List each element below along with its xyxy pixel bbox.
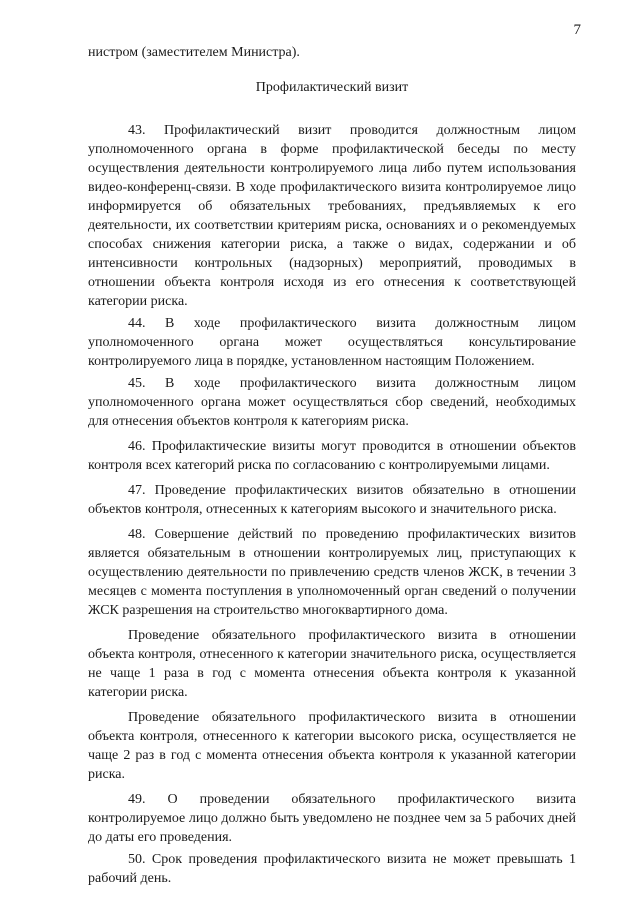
paragraph-47: 47. Проведение профилактических визитов обязательно в отношении объектов контроля, отнесенных к категориям высокого и значительного риска. (88, 483, 576, 517)
paragraph-49: 49. О проведении обязательного профилактического визита контролируемое лицо должно быть уведомлено не позднее чем за 5 рабочих дней до даты его проведения. (88, 792, 576, 845)
paragraph-48: 48. Совершение действий по проведению профилактических визитов является обязательным в отношении контролируемых лиц, приступающих к осуществлению деятельности по привлечению средств членов ЖСК, в течении 3 месяцев с момента поступления в уполномоченный орган сведений о получении ЖСК разрешения на строительство многоквартирного дома. (88, 527, 576, 618)
document-body (88, 43, 576, 888)
paragraph-43: 43. Профилактический визит проводится должностным лицом уполномоченного органа в форме профилактической беседы по месту осуществления деятельности контролируемого лица либо путем использования видео-конференц-связи. В ходе профилактического визита контролируемое лицо информируется об обязательных требованиях, предъявляемых к его деятельности, их соответствии критериям риска, основаниях и о рекомендуемых способах снижения категории риска, а также о видах, содержании и об интенсивности контрольных (надзорных) мероприятий, проводимых в отношении объекта контроля исходя из его отнесения к соответствующей категории риска. (88, 123, 576, 309)
paragraph-45: 45. В ходе профилактического визита должностным лицом уполномоченного органа может осуществляться сбор сведений, необходимых для отнесения объектов контроля к категориям риска. (88, 376, 576, 429)
paragraph-high-risk: Проведение обязательного профилактического визита в отношении объекта контроля, отнесенного к категории высокого риска, осуществляется не чаще 2 раз в год с момента отнесения объекта контроля к указанной категории риска. (88, 710, 576, 782)
section-heading: Профилактический визит (255, 80, 409, 95)
page-number: 7 (573, 22, 581, 38)
paragraph-50: 50. Срок проведения профилактического визита не может превышать 1 рабочий день. (88, 852, 576, 886)
continued-text-fragment: нистром (заместителем Министра). (88, 45, 300, 60)
paragraph-44: 44. В ходе профилактического визита должностным лицом уполномоченного органа может осуществляться консультирование контролируемого лица в порядке, установленном настоящим Положением. (88, 316, 576, 369)
paragraph-significant-risk: Проведение обязательного профилактического визита в отношении объекта контроля, отнесенного к категории значительного риска, осуществляется не чаще 1 раза в год с момента отнесения объекта контроля к указанной категории риска. (88, 628, 576, 700)
paragraph-46: 46. Профилактические визиты могут проводится в отношении объектов контроля всех категорий риска по согласованию с контролируемыми лицами. (88, 439, 576, 473)
